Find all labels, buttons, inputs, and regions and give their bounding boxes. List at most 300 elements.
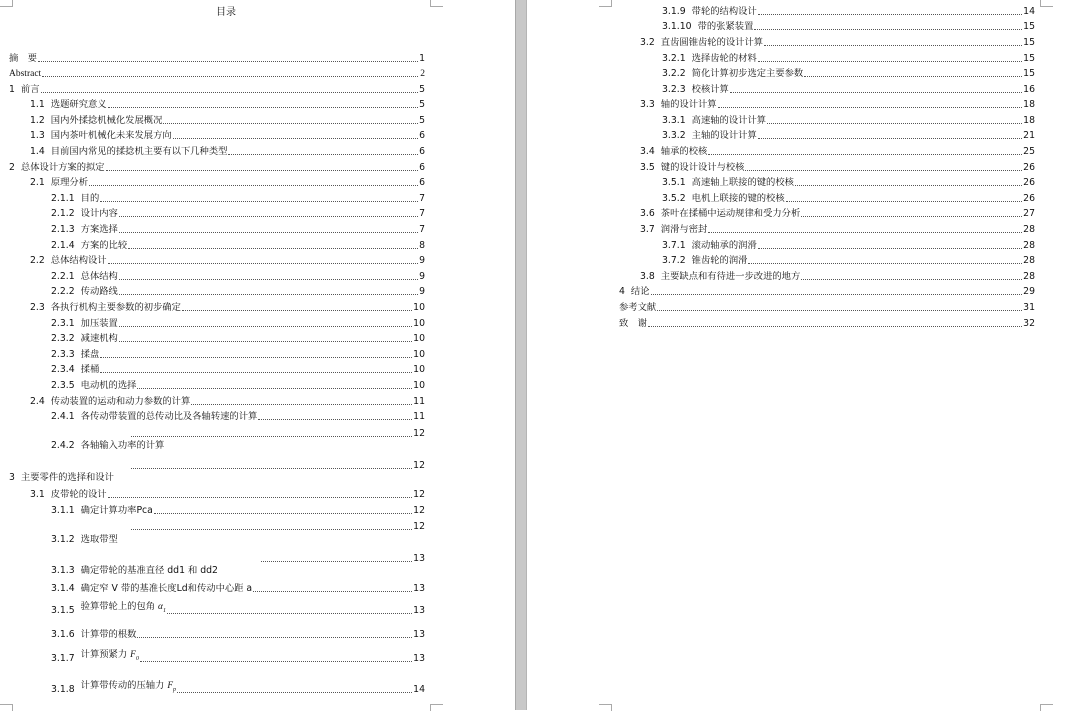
document-page-left	[0, 0, 515, 710]
toc-entry[interactable]	[51, 505, 425, 517]
toc-dot-leader	[718, 107, 1023, 108]
toc-dot-leader	[708, 232, 1022, 233]
toc-entry-number: 3.2	[640, 37, 655, 48]
toc-page-number: 29	[1023, 286, 1035, 297]
toc-entry-title	[51, 99, 107, 111]
toc-dot-leader	[758, 138, 1022, 139]
toc-entry[interactable]	[51, 208, 425, 220]
toc-entry-number: 3.1.7	[51, 653, 75, 664]
toc-page-number: 15	[1023, 21, 1035, 32]
toc-entry-number: 1.3	[30, 130, 45, 141]
toc-entry-title	[81, 364, 100, 376]
toc-entry-number: 3.2.1	[662, 53, 686, 64]
toc-entry-title	[661, 37, 763, 49]
toc-entry-title-text: 总体结构	[80, 271, 118, 282]
toc-entry-title	[692, 240, 757, 252]
toc-page-number: 12	[413, 489, 425, 500]
toc-entry-number: 3.3	[640, 99, 655, 110]
toc-entry-number: 3.1.8	[51, 684, 75, 695]
toc-entry[interactable]	[662, 68, 1035, 80]
toc-entry-title-text: 前言	[20, 84, 40, 95]
toc-entry[interactable]	[9, 68, 425, 80]
toc-page-number: 15	[1023, 37, 1035, 48]
toc-entry[interactable]	[51, 193, 425, 205]
toc-entry[interactable]	[662, 177, 1035, 189]
toc-entry-title-text: 总体设计方案的拟定	[20, 162, 105, 173]
toc-entry-title	[692, 130, 757, 142]
toc-dot-leader	[748, 263, 1022, 264]
toc-page-number: 12	[413, 521, 425, 532]
math-symbol: F	[130, 650, 136, 661]
toc-entry-title	[692, 84, 729, 96]
toc-entry-title-text: 目的	[80, 193, 100, 204]
toc-dot-leader	[651, 294, 1023, 295]
toc-page-number: 11	[413, 396, 425, 407]
toc-page-number: 5	[419, 99, 425, 110]
toc-dot-leader	[657, 310, 1022, 311]
toc-entry-number: 3.7.1	[662, 240, 686, 251]
toc-entry-title-text: 各传动带装置的总传动比及各轴转速的计算	[80, 411, 258, 422]
toc-entry-number: 2.1.2	[51, 208, 75, 219]
toc-entry[interactable]	[662, 84, 1035, 96]
toc-dot-leader	[163, 123, 418, 124]
toc-entry[interactable]	[30, 302, 425, 314]
toc-entry-title	[81, 649, 139, 665]
toc-entry-title-text: 选题研究意义	[50, 99, 107, 110]
toc-dot-leader	[131, 468, 412, 469]
toc-page-number: 28	[1023, 271, 1035, 282]
toc-entry[interactable]	[619, 286, 1035, 298]
toc-entry-title	[692, 177, 794, 189]
toc-page-number: 9	[419, 255, 425, 266]
toc-entry-number: 参考文献	[619, 302, 657, 313]
toc-dot-leader	[758, 61, 1022, 62]
toc-page-number: 15	[1023, 68, 1035, 79]
toc-entry-title	[51, 146, 228, 158]
toc-page-number: 6	[419, 146, 425, 157]
toc-dot-leader	[100, 201, 418, 202]
toc-entry-title	[81, 380, 137, 392]
toc-dot-leader	[182, 310, 412, 311]
toc-entry-number: 摘 要	[9, 53, 37, 64]
toc-entry[interactable]	[51, 364, 425, 376]
toc-dot-leader	[767, 123, 1022, 124]
toc-entry-number: 2.2	[30, 255, 45, 266]
toc-entry-title	[81, 629, 137, 641]
toc-entry-title	[81, 240, 128, 252]
toc-entry[interactable]	[51, 440, 260, 452]
toc-entry-title-text: 方案的比较	[80, 240, 128, 251]
toc-entry-title	[21, 162, 105, 174]
toc-entry[interactable]	[130, 428, 425, 440]
toc-entry-title-text: 茶叶在揉桶中运动规律和受力分析	[660, 208, 801, 219]
toc-entry-title-text: 选取带型	[80, 534, 118, 545]
toc-page-number: 10	[413, 349, 425, 360]
toc-entry-title	[81, 286, 118, 298]
toc-entry-number: 4	[619, 286, 625, 297]
toc-page-number: 21	[1023, 130, 1035, 141]
toc-entry-title	[631, 286, 650, 298]
toc-entry-title-text: 确定计算功率Pca	[80, 505, 153, 516]
toc-entry-number: 2.3.4	[51, 364, 75, 375]
toc-page-number: 7	[419, 193, 425, 204]
toc-entry-number: 3.5	[640, 162, 655, 173]
toc-entry-title-text: 主要零件的选择和设计	[20, 472, 114, 483]
toc-dot-leader	[804, 76, 1022, 77]
toc-page-number: 28	[1023, 240, 1035, 251]
toc-page-number: 28	[1023, 224, 1035, 235]
toc-entry-title	[81, 440, 165, 452]
toc-entry-title	[81, 505, 153, 517]
toc-entry-title-text: 电机上联接的键的校核	[691, 193, 785, 204]
toc-entry-title	[692, 193, 785, 205]
toc-page-number: 2	[420, 69, 425, 79]
toc-entry-number: 3.4	[640, 146, 655, 157]
toc-entry-title-text: 传动装置的运动和动力参数的计算	[50, 396, 191, 407]
toc-entry-number: 2.4	[30, 396, 45, 407]
toc-entry-number: 3.2.3	[662, 84, 686, 95]
toc-entry[interactable]	[662, 53, 1035, 65]
toc-entry-title	[661, 271, 800, 283]
toc-dot-leader	[228, 154, 418, 155]
toc-dot-leader	[128, 248, 418, 249]
toc-entry[interactable]	[30, 255, 425, 267]
toc-page-number: 10	[413, 364, 425, 375]
toc-entry-title	[692, 115, 766, 127]
toc-entry-title-text: 带的张紧装置	[697, 21, 754, 32]
toc-entry[interactable]	[9, 162, 425, 174]
toc-entry[interactable]	[51, 271, 425, 283]
toc-page-number: 9	[419, 286, 425, 297]
toc-dot-leader	[119, 279, 418, 280]
toc-entry-number: 3.1	[30, 489, 45, 500]
toc-page-number: 12	[413, 460, 425, 471]
toc-entry[interactable]	[130, 521, 425, 533]
toc-entry-title-text: 总体结构设计	[50, 255, 107, 266]
toc-entry-title	[692, 6, 757, 18]
toc-entry[interactable]	[51, 286, 425, 298]
toc-dot-leader	[648, 326, 1022, 327]
toc-entry-number: 2.3	[30, 302, 45, 313]
toc-page-number: 32	[1023, 318, 1035, 329]
toc-entry[interactable]	[662, 6, 1035, 18]
toc-dot-leader	[131, 436, 412, 437]
toc-page-number: 6	[419, 177, 425, 188]
toc-entry-title-text: 主要缺点和有待进一步改进的地方	[660, 271, 801, 282]
toc-entry-math-symbol	[158, 602, 166, 612]
toc-page-number: 12	[413, 428, 425, 439]
toc-entry-title	[81, 318, 118, 330]
toc-entry[interactable]	[130, 460, 425, 472]
toc-entry-number: 2.1.3	[51, 224, 75, 235]
toc-dot-leader	[253, 591, 412, 592]
math-subscript: 0	[135, 656, 139, 662]
toc-entry[interactable]	[640, 146, 1035, 158]
toc-dot-leader	[137, 388, 412, 389]
toc-entry-title	[81, 601, 166, 617]
toc-dot-leader	[108, 497, 413, 498]
toc-dot-leader	[119, 326, 412, 327]
toc-entry-title	[51, 396, 190, 408]
toc-page-number: 27	[1023, 208, 1035, 219]
toc-entry-title	[81, 224, 118, 236]
toc-entry-title	[81, 534, 118, 546]
toc-entry[interactable]	[30, 489, 425, 501]
toc-entry-title	[81, 271, 118, 283]
toc-entry-title-text: 确定窄 V 带的基准长度Ld和传动中心距 a	[80, 583, 253, 594]
toc-dot-leader	[106, 170, 418, 171]
toc-entry[interactable]	[51, 380, 425, 392]
crop-mark	[430, 0, 443, 7]
toc-entry-math-symbol	[130, 650, 139, 660]
toc-entry[interactable]	[30, 177, 425, 189]
toc-page-number: 9	[419, 271, 425, 282]
toc-entry[interactable]	[51, 224, 425, 236]
toc-entry[interactable]	[662, 21, 1035, 33]
toc-dot-leader	[758, 248, 1022, 249]
toc-entry-title	[698, 21, 754, 33]
toc-page-number: 10	[413, 333, 425, 344]
toc-entry[interactable]	[51, 318, 425, 330]
toc-page-number: 26	[1023, 162, 1035, 173]
toc-entry-number: 1	[9, 84, 15, 95]
toc-entry-title-text: 结论	[630, 286, 650, 297]
toc-page-number: 8	[419, 240, 425, 251]
toc-entry-title-text: 键的设计设计与校核	[660, 162, 745, 173]
toc-page-number: 14	[1023, 6, 1035, 17]
toc-entry[interactable]	[662, 193, 1035, 205]
toc-page-number: 13	[413, 553, 425, 564]
toc-entry[interactable]	[662, 255, 1035, 267]
toc-entry-title-text: 国内外揉捻机械化发展概况	[50, 115, 163, 126]
toc-entry[interactable]	[619, 302, 1035, 314]
toc-entry[interactable]	[51, 534, 260, 546]
toc-dot-leader	[154, 513, 412, 514]
toc-entry-number: 3.1.4	[51, 583, 75, 594]
toc-entry-title	[81, 193, 100, 205]
toc-entry-title-text: 减速机构	[80, 333, 118, 344]
toc-entry-number: 2.1	[30, 177, 45, 188]
toc-entry-title	[692, 68, 804, 80]
toc-entry-number: 2.1.4	[51, 240, 75, 251]
toc-entry-title	[51, 489, 107, 501]
toc-entry-title	[661, 162, 745, 174]
math-symbol: F	[167, 681, 174, 692]
toc-entry[interactable]	[51, 601, 425, 617]
toc-entry-title-text: 皮带轮的设计	[50, 489, 107, 500]
toc-entry-title-text: 目前国内常见的揉捻机主要有以下几种类型	[50, 146, 228, 157]
toc-heading: 目录	[216, 7, 236, 18]
toc-page-number: 7	[419, 208, 425, 219]
toc-dot-leader	[119, 341, 412, 342]
toc-dot-leader	[191, 404, 412, 405]
toc-page-number: 25	[1023, 146, 1035, 157]
toc-page-number: 11	[413, 411, 425, 422]
toc-page-number: 18	[1023, 99, 1035, 110]
toc-entry[interactable]	[51, 680, 425, 696]
toc-dot-leader	[754, 29, 1022, 30]
toc-page-number: 31	[1023, 302, 1035, 313]
toc-page-number: 13	[413, 629, 425, 640]
toc-page-number: 16	[1023, 84, 1035, 95]
toc-dot-leader	[708, 154, 1022, 155]
toc-page-number: 14	[413, 684, 425, 695]
toc-entry-title	[692, 53, 757, 65]
toc-entry-number: 2.2.2	[51, 286, 75, 297]
toc-dot-leader	[100, 372, 412, 373]
toc-entry[interactable]	[30, 99, 425, 111]
toc-entry[interactable]	[662, 130, 1035, 142]
toc-dot-leader	[745, 170, 1022, 171]
toc-page-number: 10	[413, 302, 425, 313]
toc-entry-title	[51, 302, 181, 314]
toc-page-number: 1	[419, 53, 425, 64]
toc-entry-title	[81, 583, 252, 595]
toc-entry-title-text: 高速轴的设计计算	[691, 115, 767, 126]
toc-entry-title	[661, 208, 800, 220]
toc-page-number: 15	[1023, 53, 1035, 64]
toc-entry[interactable]	[51, 583, 425, 595]
toc-page-number: 12	[413, 505, 425, 516]
crop-mark	[599, 0, 612, 7]
toc-entry-title	[21, 472, 114, 484]
toc-page-number: 13	[413, 653, 425, 664]
toc-dot-leader	[131, 529, 412, 530]
toc-dot-leader	[795, 185, 1022, 186]
toc-entry-title	[81, 349, 100, 361]
toc-entry-title-text: 加压装置	[80, 318, 118, 329]
toc-entry-title	[661, 224, 708, 236]
toc-entry[interactable]	[640, 99, 1035, 111]
toc-entry[interactable]	[640, 208, 1035, 220]
toc-entry-number: 3.1.9	[662, 6, 686, 17]
toc-entry[interactable]	[640, 271, 1035, 283]
toc-entry-title-text: 揉桶	[80, 364, 100, 375]
toc-entry-number: 2.3.5	[51, 380, 75, 391]
toc-entry-title-text: 锥齿轮的润滑	[691, 255, 748, 266]
math-subscript: 1	[162, 608, 166, 614]
math-subscript: p	[173, 687, 177, 693]
toc-page-number: 28	[1023, 255, 1035, 266]
toc-entry[interactable]	[51, 629, 425, 641]
toc-dot-leader	[38, 61, 418, 62]
toc-entry-number: 2.3.2	[51, 333, 75, 344]
toc-entry-number: 3.3.2	[662, 130, 686, 141]
toc-dot-leader	[100, 357, 412, 358]
toc-entry[interactable]	[640, 224, 1035, 236]
toc-entry[interactable]	[9, 84, 425, 96]
toc-entry-number: 2.4.1	[51, 411, 75, 422]
toc-entry-title	[81, 680, 176, 696]
toc-entry-title-text: 计算带的根数	[80, 629, 137, 640]
toc-entry-title	[51, 255, 107, 267]
toc-entry[interactable]	[51, 411, 425, 423]
toc-entry-number: 3	[9, 472, 15, 483]
toc-page-number: 13	[413, 605, 425, 616]
toc-entry[interactable]	[9, 472, 260, 484]
toc-entry[interactable]	[662, 240, 1035, 252]
toc-dot-leader	[258, 419, 412, 420]
toc-entry-title-text: 直齿圆锥齿轮的设计计算	[660, 37, 764, 48]
toc-dot-leader	[261, 561, 412, 562]
toc-entry-title-text: 简化计算初步选定主要参数	[691, 68, 804, 79]
toc-dot-leader	[41, 92, 418, 93]
toc-entry-number: 2.3.3	[51, 349, 75, 360]
toc-entry-number: 3.1.6	[51, 629, 75, 640]
toc-entry-number: 1.2	[30, 115, 45, 126]
toc-entry-title	[661, 146, 708, 158]
toc-entry-number: 2.1.1	[51, 193, 75, 204]
toc-entry-number: 3.2.2	[662, 68, 686, 79]
toc-dot-leader	[119, 216, 418, 217]
toc-entry[interactable]	[51, 649, 425, 665]
toc-entry-title-text: 各轴输入功率的计算	[80, 440, 165, 451]
toc-dot-leader	[730, 92, 1022, 93]
toc-entry-number: 1.1	[30, 99, 45, 110]
toc-dot-leader	[42, 76, 418, 77]
toc-entry-title-text: 设计内容	[80, 208, 118, 219]
math-symbol: α	[158, 602, 163, 613]
toc-entry[interactable]	[662, 115, 1035, 127]
toc-entry-title-text: 各执行机构主要参数的初步确定	[50, 302, 181, 313]
toc-entry-title	[81, 565, 218, 577]
toc-entry[interactable]	[30, 146, 425, 158]
toc-entry[interactable]	[51, 349, 425, 361]
toc-entry[interactable]	[51, 565, 300, 577]
toc-entry-title-text: 轴的设计计算	[660, 99, 717, 110]
toc-entry-number: 3.5.1	[662, 177, 686, 188]
toc-page-number: 18	[1023, 115, 1035, 126]
crop-mark	[0, 0, 13, 7]
toc-dot-leader	[140, 661, 412, 662]
toc-entry-title-text: 滚动轴承的润滑	[691, 240, 757, 251]
toc-dot-leader	[764, 45, 1022, 46]
toc-entry-title-text: 润滑与密封	[660, 224, 708, 235]
toc-entry-title-text: 验算带轮上的包角	[80, 601, 156, 613]
toc-entry[interactable]	[51, 333, 425, 345]
toc-entry[interactable]	[51, 240, 425, 252]
toc-entry[interactable]	[619, 318, 1035, 330]
toc-entry[interactable]	[30, 396, 425, 408]
toc-entry-number: 3.1.1	[51, 505, 75, 516]
toc-dot-leader	[108, 107, 418, 108]
toc-page-number: 5	[419, 84, 425, 95]
toc-entry-title-text: 校核计算	[691, 84, 729, 95]
toc-entry-number: 3.8	[640, 271, 655, 282]
toc-entry-number: 3.1.3	[51, 565, 75, 576]
toc-entry-title-text: 轴承的校核	[660, 146, 708, 157]
toc-entry[interactable]	[9, 53, 425, 65]
toc-entry[interactable]	[30, 115, 425, 127]
toc-dot-leader	[786, 201, 1023, 202]
toc-entry[interactable]	[30, 130, 425, 142]
toc-page-number: 10	[413, 318, 425, 329]
toc-entry[interactable]	[260, 553, 425, 565]
toc-dot-leader	[173, 138, 418, 139]
toc-entry-title	[661, 99, 717, 111]
toc-entry-title-text: 电动机的选择	[80, 380, 137, 391]
toc-entry-title-text: 确定带轮的基准直径 dd1 和 dd2	[80, 565, 218, 576]
toc-entry-number: Abstract	[9, 69, 42, 79]
toc-entry-title-text: 计算预紧力	[80, 649, 128, 661]
toc-page-number: 7	[419, 224, 425, 235]
toc-entry-title	[51, 115, 163, 127]
toc-entry[interactable]	[640, 162, 1035, 174]
toc-entry[interactable]	[640, 37, 1035, 49]
toc-dot-leader	[801, 279, 1022, 280]
toc-dot-leader	[758, 14, 1022, 15]
toc-dot-leader	[108, 263, 418, 264]
